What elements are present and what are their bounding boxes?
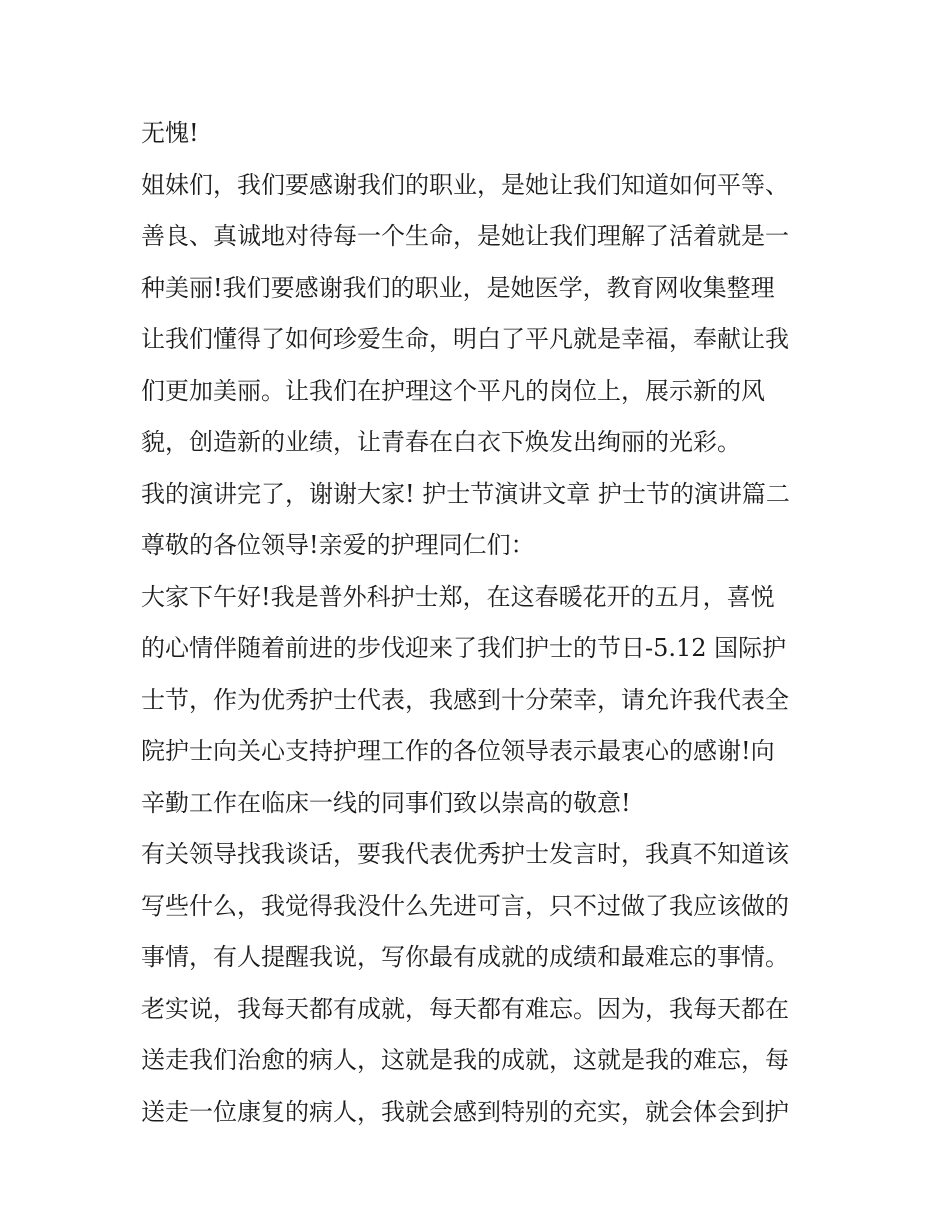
text-line: 有关领导找我谈话，要我代表优秀护士发言时，我真不知道该 xyxy=(141,840,789,868)
text-line: 辛勤工作在临床一线的同事们致以崇高的敬意! xyxy=(141,788,631,817)
text-line: 送走我们治愈的病人，这就是我的成就，这就是我的难忘，每 xyxy=(141,1046,789,1074)
text-line: 写些什么，我觉得我没什么先进可言，只不过做了我应该做的 xyxy=(141,891,789,920)
text-line: 们更加美丽。让我们在护理这个平凡的岗位上，展示新的风 xyxy=(141,376,765,405)
text-line: 我的演讲完了，谢谢大家! 护士节演讲文章 护士节的演讲篇二 xyxy=(141,479,790,508)
text-line: 大家下午好!我是普外科护士郑，在这春暖花开的五月，喜悦 xyxy=(141,582,775,611)
text-line: 貌，创造新的业绩，让青春在白衣下焕发出绚丽的光彩。 xyxy=(141,428,741,456)
text-line: 尊敬的各位领导!亲爱的护理同仁们： xyxy=(141,531,535,559)
text-line: 种美丽!我们要感谢我们的职业，是她医学，教育网收集整理 xyxy=(141,273,775,302)
text-line: 让我们懂得了如何珍爱生命，明白了平凡就是幸福，奉献让我 xyxy=(141,325,789,353)
text-line: 无愧! xyxy=(141,119,199,147)
speech-text xyxy=(141,108,821,1138)
text-line: 善良、真诚地对待每一个生命，是她让我们理解了活着就是一 xyxy=(141,222,789,250)
text-line: 姐妹们，我们要感谢我们的职业，是她让我们知道如何平等、 xyxy=(141,170,789,199)
text-line: 送走一位康复的病人，我就会感到特别的充实，就会体会到护 xyxy=(141,1097,789,1126)
text-line: 士节，作为优秀护士代表，我感到十分荣幸，请允许我代表全 xyxy=(141,685,789,714)
text-line: 的心情伴随着前进的步伐迎来了我们护士的节日-5.12 国际护 xyxy=(141,634,787,662)
text-line: 事情，有人提醒我说，写你最有成就的成绩和最难忘的事情。 xyxy=(141,943,789,971)
text-line: 院护士向关心支持护理工作的各位领导表示最衷心的感谢!向 xyxy=(141,737,775,765)
text-line: 老实说，我每天都有成就，每天都有难忘。因为，我每天都在 xyxy=(141,994,789,1023)
